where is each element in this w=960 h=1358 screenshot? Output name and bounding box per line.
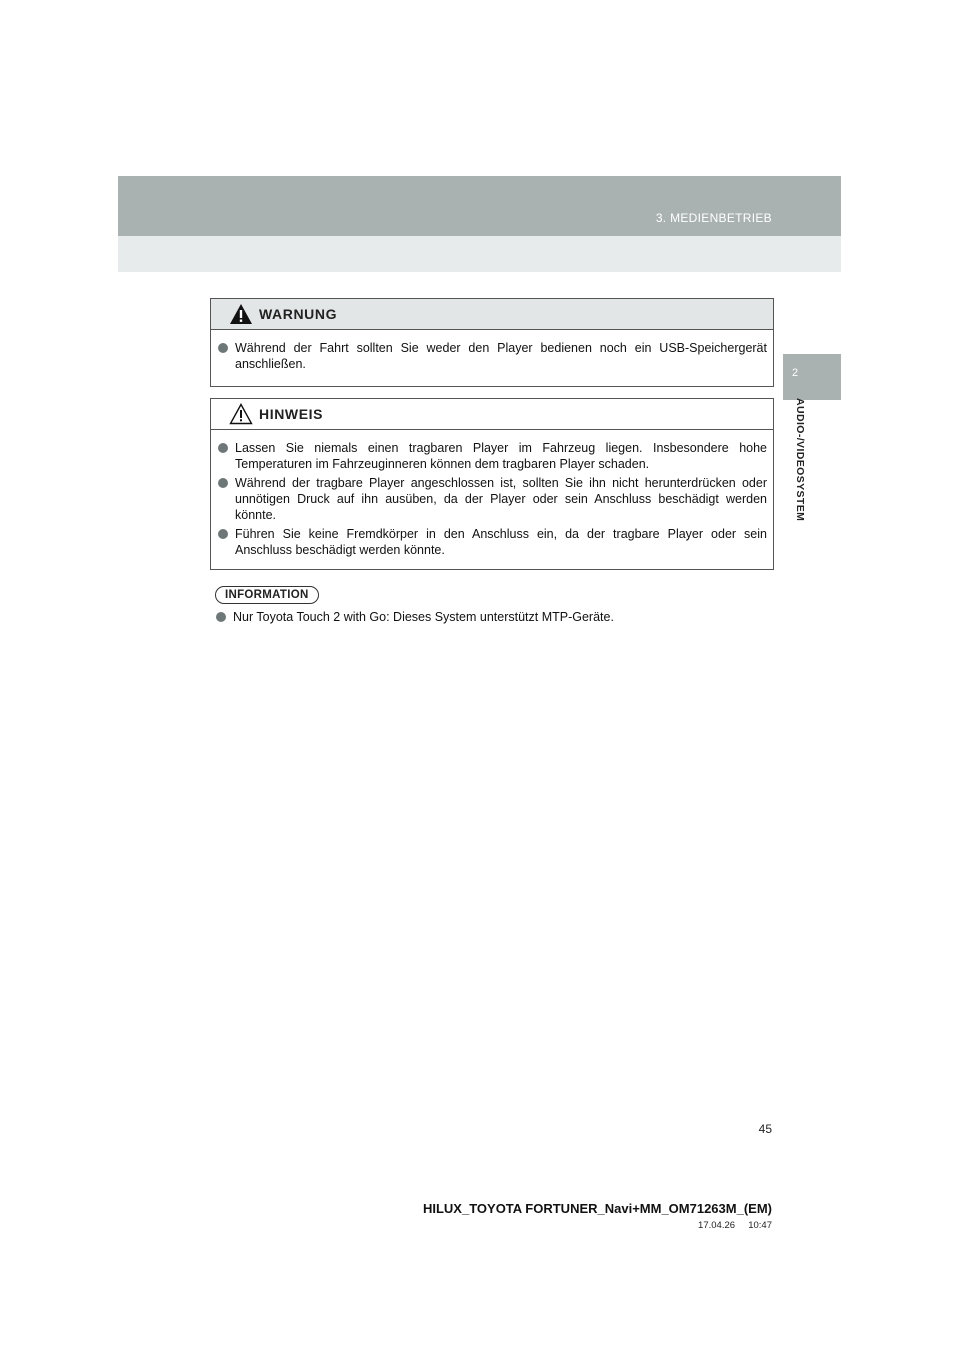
- hinweis-item: [217, 475, 767, 523]
- chapter-label: AUDIO-/VIDEOSYSTEM: [794, 398, 806, 522]
- information-item: [215, 609, 789, 625]
- header-subband: [118, 236, 841, 272]
- timestamp: 17.04.26 10:47: [698, 1220, 772, 1231]
- bullet-icon: [218, 478, 228, 488]
- warning-item: [217, 340, 767, 372]
- chapter-number: 2: [792, 367, 799, 379]
- page-number: 45: [758, 1122, 772, 1136]
- warning-header: [211, 299, 773, 330]
- hinweis-item-text: Während der tragbare Player angeschlossen ist, sollten Sie ihn nicht herunterdrücken oder unnötigen Druck auf ihn ausüben, da der Player oder sein Anschluss beschädigt werden könnte.: [235, 476, 767, 522]
- caution-triangle-icon: [229, 403, 253, 425]
- bullet-icon: [216, 612, 226, 622]
- warning-triangle-icon: [229, 303, 253, 325]
- bullet-icon: [218, 529, 228, 539]
- hinweis-title: HINWEIS: [259, 406, 324, 422]
- hinweis-item: [217, 526, 767, 558]
- hinweis-item-text: Lassen Sie niemals einen tragbaren Player im Fahrzeug liegen. Insbesondere hohe Temperaturen im Fahrzeuginneren können dem tragbaren Player schaden.: [235, 441, 767, 471]
- warning-title: WARNUNG: [259, 306, 338, 322]
- warning-item-text: Während der Fahrt sollten Sie weder den Player bedienen noch ein USB-Speichergerät anschließen.: [235, 341, 767, 371]
- hinweis-box: [210, 398, 774, 570]
- warning-box: [210, 298, 774, 387]
- hinweis-item-text: Führen Sie keine Fremdkörper in den Anschluss ein, da der tragbare Player oder sein Anschluss beschädigt werden könnte.: [235, 527, 767, 557]
- hinweis-header: [211, 399, 773, 430]
- document-id: HILUX_TOYOTA FORTUNER_Navi+MM_OM71263M_(EM): [422, 1201, 772, 1216]
- information-label: INFORMATION: [215, 586, 319, 604]
- section-title: 3. MEDIENBETRIEB: [655, 211, 772, 225]
- chapter-label-container: [771, 398, 829, 568]
- bullet-icon: [218, 343, 228, 353]
- bullet-icon: [218, 443, 228, 453]
- hinweis-item: [217, 440, 767, 472]
- header-band: [118, 176, 841, 236]
- information-item-text: Nur Toyota Touch 2 with Go: Dieses System unterstützt MTP-Geräte.: [233, 610, 614, 624]
